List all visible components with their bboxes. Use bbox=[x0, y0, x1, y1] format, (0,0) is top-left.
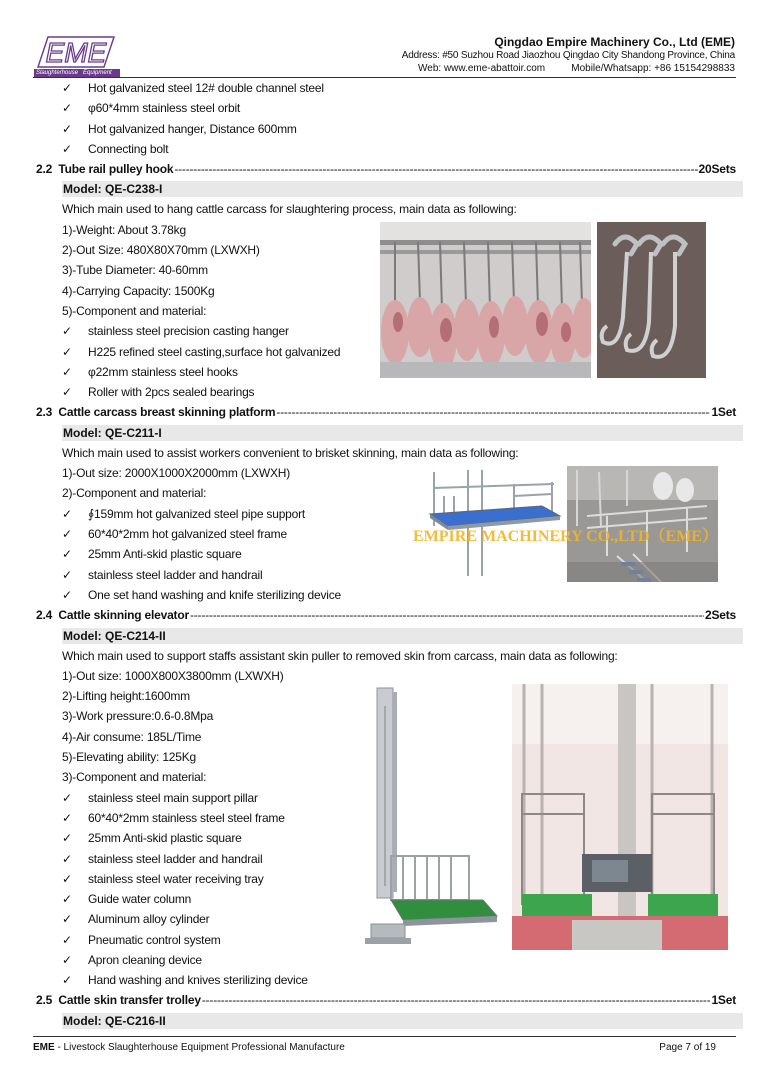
list-item: stainless steel ladder and handrail bbox=[88, 852, 263, 866]
list-item: Apron cleaning device bbox=[88, 953, 202, 967]
spec-line: 2)-Component and material: bbox=[62, 486, 207, 500]
check-icon: ✓ bbox=[62, 324, 73, 338]
elevator-photo bbox=[512, 684, 728, 950]
company-logo bbox=[34, 33, 120, 77]
section-heading bbox=[36, 993, 736, 1007]
list-item: stainless steel main support pillar bbox=[88, 791, 258, 805]
check-icon: ✓ bbox=[62, 933, 73, 947]
check-icon: ✓ bbox=[62, 142, 73, 156]
check-icon: ✓ bbox=[62, 953, 73, 967]
model-label: Model: QE-C238-I bbox=[62, 181, 743, 197]
section-title: Cattle carcass breast skinning platform bbox=[58, 405, 276, 419]
section-intro: Which main used to support staffs assistant skin puller to removed skin from carcass, main data as following: bbox=[62, 649, 618, 663]
footer-tagline: - Livestock Slaughterhouse Equipment Professional Manufacture bbox=[54, 1042, 345, 1053]
company-name: Qingdao Empire Machinery Co., Ltd (EME) bbox=[494, 35, 735, 49]
company-phone: Mobile/Whatsapp: +86 15154298833 bbox=[571, 63, 735, 74]
list-item: Connecting bolt bbox=[88, 142, 169, 156]
check-icon: ✓ bbox=[62, 912, 73, 926]
spec-line: 4)-Air consume: 185L/Time bbox=[62, 730, 202, 744]
list-item: Hand washing and knives sterilizing device bbox=[88, 973, 308, 987]
check-icon: ✓ bbox=[62, 811, 73, 825]
check-icon: ✓ bbox=[62, 345, 73, 359]
company-address: Address: #50 Suzhou Road Jiaozhou Qingdao City Shandong Province, China bbox=[401, 50, 735, 61]
check-icon: ✓ bbox=[62, 101, 73, 115]
check-icon: ✓ bbox=[62, 852, 73, 866]
watermark-text: EMPIRE MACHINERY CO.,LTD（EME） bbox=[413, 528, 718, 545]
list-item: stainless steel ladder and handrail bbox=[88, 568, 263, 582]
logo-subtitle: Slaughterhouse Equipment bbox=[36, 70, 112, 76]
list-item: Hot galvanized steel 12# double channel steel bbox=[88, 81, 324, 95]
list-item: Roller with 2pcs sealed bearings bbox=[88, 385, 255, 399]
list-item: φ60*4mm stainless steel orbit bbox=[88, 101, 241, 115]
check-icon: ✓ bbox=[62, 527, 73, 541]
section-quantity: 1Set bbox=[711, 405, 736, 419]
list-item: φ22mm stainless steel hooks bbox=[88, 365, 238, 379]
list-item: ∮159mm hot galvanized steel pipe support bbox=[88, 507, 306, 521]
section-number: 2.5 bbox=[36, 993, 53, 1007]
check-icon: ✓ bbox=[62, 588, 73, 602]
check-icon: ✓ bbox=[62, 831, 73, 845]
pulley-hook-photo bbox=[597, 222, 706, 378]
spec-line: 4)-Carrying Capacity: 1500Kg bbox=[62, 284, 215, 298]
check-icon: ✓ bbox=[62, 122, 73, 136]
check-icon: ✓ bbox=[62, 365, 73, 379]
section-title: Tube rail pulley hook bbox=[58, 162, 174, 176]
check-icon: ✓ bbox=[62, 568, 73, 582]
section-heading bbox=[36, 162, 736, 176]
list-item: H225 refined steel casting,surface hot galvanized bbox=[88, 345, 341, 359]
spec-line: 1)-Weight: About 3.78kg bbox=[62, 223, 186, 237]
section-heading bbox=[36, 608, 736, 622]
section-quantity: 20Sets bbox=[698, 162, 736, 176]
list-item: 60*40*2mm stainless steel steel frame bbox=[88, 811, 285, 825]
company-web[interactable]: Web: www.eme-abattoir.com bbox=[418, 63, 546, 74]
list-item: stainless steel water receiving tray bbox=[88, 872, 264, 886]
list-item: Hot galvanized hanger, Distance 600mm bbox=[88, 122, 297, 136]
list-item: 60*40*2mm hot galvanized steel frame bbox=[88, 527, 287, 541]
list-item: Pneumatic control system bbox=[88, 933, 221, 947]
carcass-rail-photo bbox=[380, 222, 591, 378]
section-number: 2.2 bbox=[36, 162, 53, 176]
spec-line: 2)-Lifting height:1600mm bbox=[62, 689, 190, 703]
list-item: stainless steel precision casting hanger bbox=[88, 324, 289, 338]
check-icon: ✓ bbox=[62, 507, 73, 521]
section-quantity: 2Sets bbox=[704, 608, 736, 622]
header-divider bbox=[33, 77, 736, 78]
footer-brand: EME bbox=[33, 1042, 55, 1053]
elevator-drawing bbox=[363, 686, 503, 948]
footer-text bbox=[33, 1042, 345, 1054]
check-icon: ✓ bbox=[62, 791, 73, 805]
spec-line: 3)-Component and material: bbox=[62, 770, 207, 784]
logo-text: EME bbox=[45, 37, 107, 68]
list-item: One set hand washing and knife sterilizing device bbox=[88, 588, 342, 602]
check-icon: ✓ bbox=[62, 892, 73, 906]
model-label: Model: QE-C211-I bbox=[62, 425, 743, 441]
spec-line: 1)-Out size: 1000X800X3800mm (LXWXH) bbox=[62, 669, 284, 683]
model-label: Model: QE-C214-II bbox=[62, 628, 743, 644]
section-intro: Which main used to assist workers convenient to brisket skinning, main data as following: bbox=[62, 446, 519, 460]
list-item: 25mm Anti-skid plastic square bbox=[88, 831, 242, 845]
section-heading bbox=[36, 405, 736, 419]
section-number: 2.3 bbox=[36, 405, 53, 419]
model-label: Model: QE-C216-II bbox=[62, 1013, 743, 1029]
check-icon: ✓ bbox=[62, 81, 73, 95]
check-icon: ✓ bbox=[62, 872, 73, 886]
check-icon: ✓ bbox=[62, 547, 73, 561]
section-title: Cattle skin transfer trolley bbox=[58, 993, 201, 1007]
platform-photo bbox=[567, 466, 718, 582]
platform-drawing bbox=[424, 466, 562, 582]
spec-line: 2)-Out Size: 480X80X70mm (LXWXH) bbox=[62, 243, 260, 257]
spec-line: 3)-Work pressure:0.6-0.8Mpa bbox=[62, 709, 214, 723]
section-intro: Which main used to hang cattle carcass for slaughtering process, main data as following: bbox=[62, 202, 517, 216]
check-icon: ✓ bbox=[62, 385, 73, 399]
page-number: Page 7 of 19 bbox=[659, 1042, 716, 1053]
check-icon: ✓ bbox=[62, 973, 73, 987]
spec-line: 1)-Out size: 2000X1000X2000mm (LXWXH) bbox=[62, 466, 291, 480]
list-item: Guide water column bbox=[88, 892, 192, 906]
spec-line: 3)-Tube Diameter: 40-60mm bbox=[62, 263, 208, 277]
spec-line: 5)-Component and material: bbox=[62, 304, 207, 318]
section-title: Cattle skinning elevator bbox=[58, 608, 189, 622]
footer-divider bbox=[33, 1036, 736, 1037]
section-quantity: 1Set bbox=[711, 993, 736, 1007]
spec-line: 5)-Elevating ability: 125Kg bbox=[62, 750, 197, 764]
list-item: 25mm Anti-skid plastic square bbox=[88, 547, 242, 561]
list-item: Aluminum alloy cylinder bbox=[88, 912, 210, 926]
section-number: 2.4 bbox=[36, 608, 53, 622]
